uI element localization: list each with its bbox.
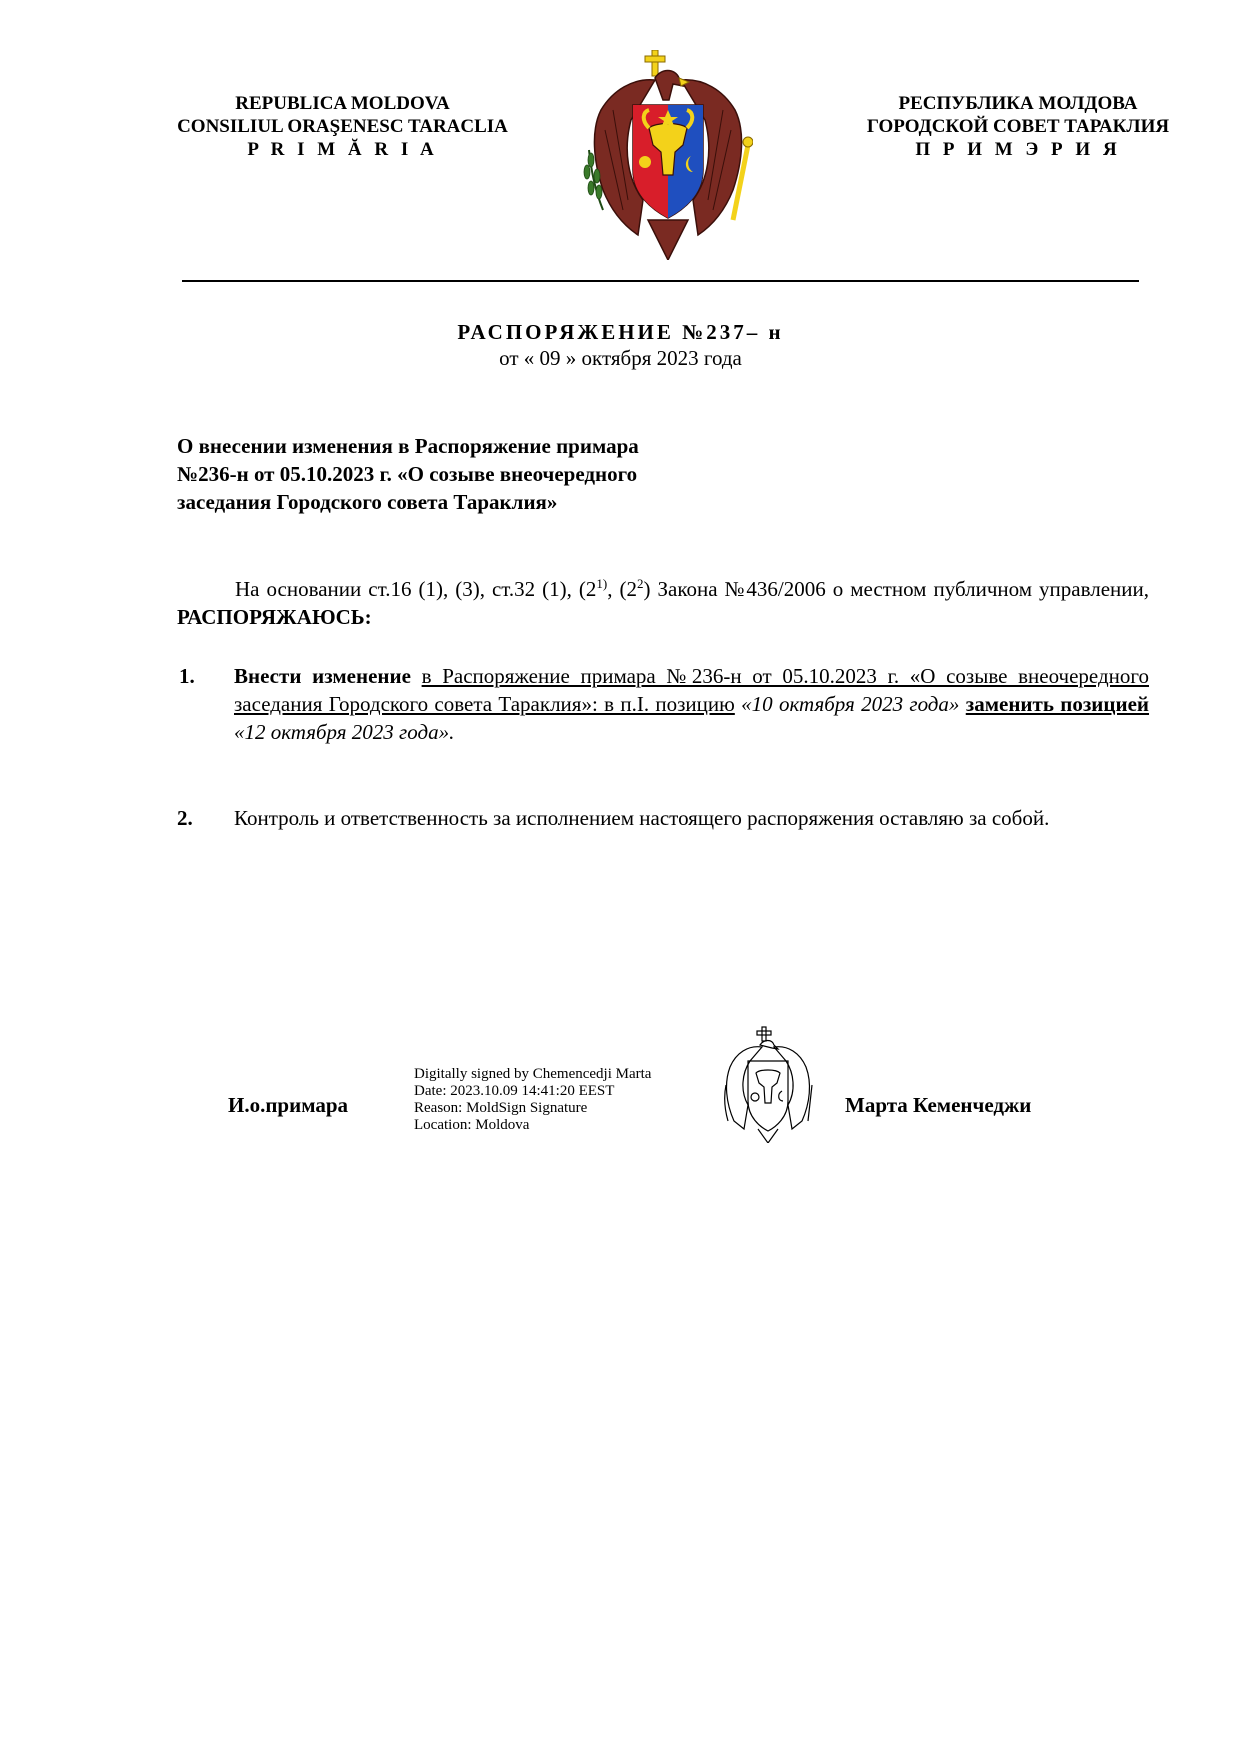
signature-line: Digitally signed by Chemencedji Marta [414,1066,652,1082]
header-right-council: ГОРОДСКОЙ СОВЕТ ТАРАКЛИЯ [866,116,1170,137]
signature-line: Location: Moldova [414,1117,530,1133]
document-date: от « 09 » октября 2023 года [499,346,742,370]
coat-of-arms-icon [583,50,753,260]
header-left [150,92,535,161]
item-number: 2. [177,806,193,830]
basis-paragraph [177,575,1149,631]
signatory-title: И.о.примара [228,1093,349,1117]
basis-superscript: 2 [637,576,644,591]
order-item-1 [234,662,1149,746]
header-right [818,92,1218,161]
digital-signature-block [414,1066,651,1134]
item-replace: заменить позицией [965,692,1150,716]
header-left-institution: P R I M Ă R I A [247,139,438,160]
subject-line: заседания Городского совета Тараклия» [177,490,558,514]
header-right-institution: П Р И М Э Р И Я [915,139,1121,160]
basis-superscript: 1) [596,576,608,591]
signature-line: Date: 2023.10.09 14:41:20 EEST [414,1083,615,1099]
header-left-country: REPUBLICA MOLDOVA [235,93,450,114]
basis-text: , (2 [607,577,637,601]
order-item-2: Контроль и ответственность за исполнением настоящего распоряжения оставляю за собой. [234,806,1050,830]
item-number: 1. [179,664,195,688]
subject-line: О внесении изменения в Распоряжение примара [177,434,639,458]
item-reference: в Распоряжение примара №236-н от 05.10.2023 г. «О созыве внеочередного заседания Городского совета Тараклия»: в п.I. позицию [234,664,1149,716]
item-lead: Внести изменение [234,664,411,688]
basis-text: На основании ст.16 (1), (3), ст.32 (1), (2 [235,577,597,601]
item-new-value: «12 октября 2023 года». [234,720,455,744]
document-title: РАСПОРЯЖЕНИЕ №237– н [457,320,784,344]
header-divider [182,280,1139,282]
signature-seal-icon [722,1025,814,1143]
signature-line: Reason: MoldSign Signature [414,1100,588,1116]
header-right-country: РЕСПУБЛИКА МОЛДОВА [898,93,1138,114]
item-old-value: «10 октября 2023 года» [741,692,960,716]
header-left-council: CONSILIUL ORAŞENESC TARACLIA [177,116,508,137]
subject-line: №236-н от 05.10.2023 г. «О созыве внеочередного [177,462,638,486]
order-word: РАСПОРЯЖАЮСЬ: [177,605,372,629]
signatory-name: Марта Кеменчеджи [845,1093,1032,1117]
document-subject [177,432,797,516]
basis-text: ) Закона №436/2006 о местном публичном управлении, [643,577,1149,601]
